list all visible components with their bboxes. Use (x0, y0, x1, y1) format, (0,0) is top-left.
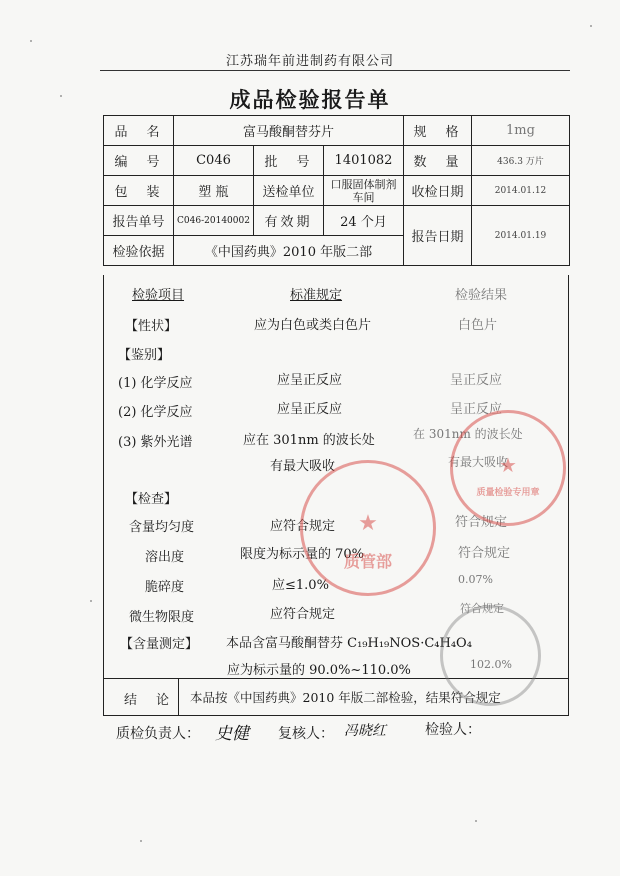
id2-label: (2) 化学反应 (118, 405, 193, 420)
character-label: 【性状】 (125, 319, 178, 334)
assay-result: 102.0% (470, 658, 512, 671)
report-no-label: 报告单号 (104, 206, 174, 236)
receive-date-value: 2014.01.12 (472, 176, 570, 206)
qty-value: 436.3 万片 (472, 146, 570, 176)
code-label: 编 号 (104, 146, 174, 176)
package-value: 塑 瓶 (174, 176, 254, 206)
id1-label: (1) 化学反应 (118, 376, 193, 391)
dept-value: 口服固体制剂车间 (324, 176, 404, 206)
stamp2-star-icon: ★ (499, 453, 517, 477)
id3-standard-line2: 有最大吸收 (270, 459, 336, 474)
company-name: 江苏瑞年前进制药有限公司 (225, 54, 394, 69)
microbial-result: 符合规定 (460, 602, 504, 615)
stamp1-text: 质管部 (343, 552, 392, 571)
spec-value: 1mg (472, 116, 570, 146)
speck (60, 95, 62, 97)
info-row-name (104, 116, 570, 146)
dept-label: 送检单位 (254, 176, 324, 206)
dissolution-result: 符合规定 (458, 546, 511, 561)
conclusion-label: 结 论 (124, 693, 173, 708)
header-divider (100, 70, 570, 71)
batch-value: 1401082 (324, 146, 404, 176)
qc-dept-stamp (300, 460, 436, 596)
info-row-code (104, 146, 570, 176)
info-table (103, 115, 570, 266)
info-row-report (104, 206, 570, 236)
info-row-package (104, 176, 570, 206)
conclusion-text: 本品按《中国药典》2010 年版二部检验，结果符合规定 (190, 690, 501, 705)
validity-value: 24 个月 (324, 206, 404, 236)
package-label: 包 装 (104, 176, 174, 206)
report-no-value: C046-20140002 (174, 206, 254, 236)
id3-result-line2: 有最大吸收 (448, 455, 509, 469)
id1-standard: 应呈正反应 (277, 373, 343, 388)
report-date-value: 2014.01.19 (472, 206, 570, 266)
receive-date-label: 收检日期 (404, 176, 472, 206)
speck (90, 600, 92, 602)
batch-label: 批 号 (254, 146, 324, 176)
code-value: C046 (174, 146, 254, 176)
speck (140, 840, 142, 842)
speck (30, 40, 32, 42)
product-name: 富马酸酮替芬片 (174, 116, 404, 146)
spec-label: 规 格 (404, 116, 472, 146)
col-standard-header: 标准规定 (290, 288, 343, 303)
id3-result-line1: 在 301nm 的波长处 (413, 427, 523, 441)
microbial-label: 微生物限度 (129, 610, 195, 625)
report-title: 成品检验报告单 (229, 87, 391, 112)
validity-label: 有效期 (254, 206, 324, 236)
id1-result: 呈正反应 (450, 373, 503, 388)
qty-label: 数 量 (404, 146, 472, 176)
dissolution-standard: 限度为标示量的 70% (240, 547, 365, 562)
col-result-header: 检验结果 (455, 288, 508, 303)
friability-label: 脆碎度 (145, 580, 185, 595)
stamp2-text: 质量检验专用章 (476, 488, 540, 498)
round-seal (440, 605, 541, 706)
id2-result: 呈正反应 (450, 402, 503, 417)
assay-standard-line1: 本品含富马酸酮替芬 C₁₉H₁₉NOS·C₄H₄O₄ (226, 636, 472, 651)
character-result: 白色片 (458, 318, 498, 333)
speck (590, 25, 592, 27)
product-name-label: 品 名 (104, 116, 174, 146)
basis-label: 检验依据 (104, 236, 174, 266)
id3-label: (3) 紫外光谱 (118, 435, 193, 450)
reviewer-signature: 冯晓红 (344, 723, 386, 739)
speck (475, 820, 477, 822)
identification-label: 【鉴别】 (118, 348, 171, 363)
microbial-standard: 应符合规定 (270, 607, 336, 622)
report-date-label: 报告日期 (404, 206, 472, 266)
assay-standard-line2: 应为标示量的 90.0%~110.0% (227, 663, 411, 678)
conclusion-divider (178, 678, 179, 716)
basis-value: 《中国药典》2010 年版二部 (174, 236, 404, 266)
uniformity-label: 含量均匀度 (129, 520, 195, 535)
col-item-header: 检验项目 (132, 288, 185, 303)
friability-standard: 应≤1.0% (272, 578, 329, 593)
reviewer-label: 复核人： (278, 726, 334, 742)
uniformity-result: 符合规定 (455, 515, 508, 530)
friability-result: 0.07% (458, 573, 493, 586)
inspection-stamp (450, 410, 566, 526)
uniformity-standard: 应符合规定 (270, 519, 336, 534)
qc-label: 质检负责人： (116, 726, 200, 742)
assay-label: 【含量测定】 (120, 637, 199, 652)
inspector-label: 检验人： (425, 722, 481, 738)
dissolution-label: 溶出度 (145, 550, 185, 565)
inspection-label: 【检查】 (125, 492, 178, 507)
id2-standard: 应呈正反应 (277, 402, 343, 417)
stamp-star-icon: ★ (358, 511, 378, 536)
id3-standard-line1: 应在 301nm 的波长处 (243, 433, 375, 448)
character-standard: 应为白色或类白色片 (254, 318, 372, 333)
qc-signature: 史健 (215, 724, 249, 744)
